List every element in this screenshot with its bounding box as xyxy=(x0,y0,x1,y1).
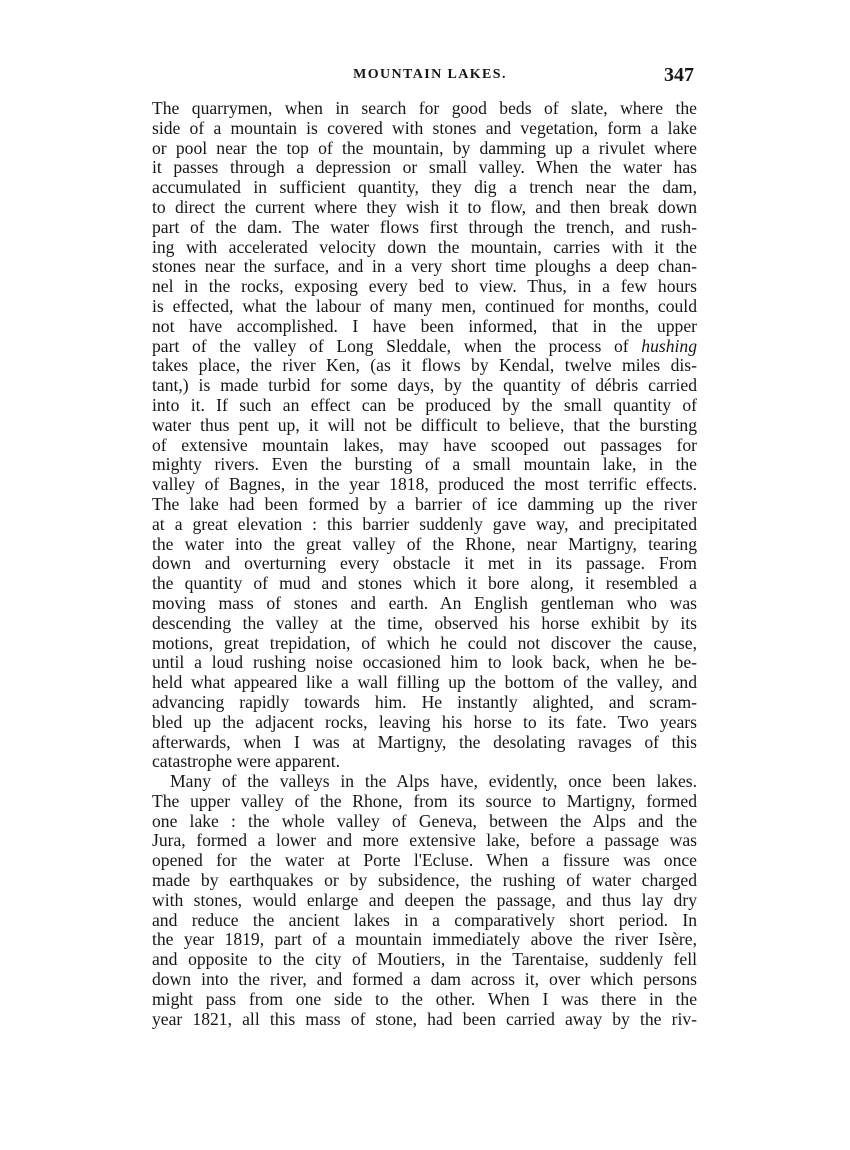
text-line: and opposite to the city of Moutiers, in the Tarentaise, suddenly fell xyxy=(152,949,697,970)
text-line: nel in the rocks, exposing every bed to view. Thus, in a few hours xyxy=(152,276,697,297)
running-header xyxy=(150,64,710,88)
text-line: accumulated in sufficient quantity, they dig a trench near the dam, xyxy=(152,177,697,198)
text-line: is effected, what the labour of many men, continued for months, could xyxy=(152,295,697,316)
text-line: until a loud rushing noise occasioned him to look back, when he be- xyxy=(152,652,697,673)
text-line: into it. If such an effect can be produced by the small quantity of xyxy=(152,394,697,415)
text-line: ing with accelerated velocity down the mountain, carries with it the xyxy=(152,236,697,257)
page-number: 347 xyxy=(664,64,694,86)
text-line: of extensive mountain lakes, may have scooped out passages for xyxy=(152,434,697,455)
text-line: down and overturning every obstacle it met in its passage. From xyxy=(152,553,697,574)
text-line: opened for the water at Porte l'Ecluse. When a fissure was once xyxy=(152,850,697,871)
text-line: one lake : the whole valley of Geneva, between the Alps and the xyxy=(152,810,697,831)
text-line: takes place, the river Ken, (as it flows by Kendal, twelve miles dis- xyxy=(152,355,697,376)
text-line: not have accomplished. I have been informed, that in the upper xyxy=(152,315,697,336)
text-line: stones near the surface, and in a very short time ploughs a deep chan- xyxy=(152,256,697,277)
text-line: The upper valley of the Rhone, from its source to Martigny, formed xyxy=(152,790,697,811)
text-line: The quarrymen, when in search for good beds of slate, where the xyxy=(152,98,697,118)
running-title: MOUNTAIN LAKES. xyxy=(353,67,507,82)
text-line: made by earthquakes or by subsidence, the rushing of water charged xyxy=(152,870,697,891)
text-line: side of a mountain is covered with stones and vegetation, form a lake xyxy=(152,117,697,138)
text-line: water thus pent up, it will not be difficult to believe, that the bursting xyxy=(152,414,697,435)
text-line: the quantity of mud and stones which it bore along, it resembled a xyxy=(152,573,697,594)
text-line: part of the valley of Long Sleddale, when the process of hushing xyxy=(152,335,697,356)
text-line: and reduce the ancient lakes in a comparatively short period. In xyxy=(152,909,697,930)
text-line: year 1821, all this mass of stone, had been carried away by the riv- xyxy=(152,1008,697,1029)
text-line: part of the dam. The water flows first through the trench, and rush- xyxy=(152,216,697,237)
text-line: descending the valley at the time, observed his horse exhibit by its xyxy=(152,612,697,633)
text-line: at a great elevation : this barrier suddenly gave way, and precipitated xyxy=(152,513,697,534)
body-text xyxy=(152,99,697,1029)
text-line: Jura, formed a lower and more extensive lake, before a passage was xyxy=(152,830,697,851)
text-line: down into the river, and formed a dam across it, over which persons xyxy=(152,969,697,990)
text-line: valley of Bagnes, in the year 1818, produced the most terrific effects. xyxy=(152,474,697,495)
text-line: Many of the valleys in the Alps have, evidently, once been lakes. xyxy=(170,771,697,792)
text-line: to direct the current where they wish it to flow, and then break down xyxy=(152,196,697,217)
text-line: advancing rapidly towards him. He instantly alighted, and scram- xyxy=(152,691,697,712)
text-line: with stones, would enlarge and deepen the passage, and thus lay dry xyxy=(152,889,697,910)
text-line: it passes through a depression or small valley. When the water has xyxy=(152,157,697,178)
text-line: the year 1819, part of a mountain immediately above the river Isère, xyxy=(152,929,697,950)
text-line: catastrophe were apparent. xyxy=(152,751,341,772)
text-line: held what appeared like a wall filling up the bottom of the valley, and xyxy=(152,672,697,693)
text-line: or pool near the top of the mountain, by damming up a rivulet where xyxy=(152,137,697,158)
text-line: mighty rivers. Even the bursting of a small mountain lake, in the xyxy=(152,454,697,475)
text-line: the water into the great valley of the Rhone, near Martigny, tearing xyxy=(152,533,697,554)
text-line: tant,) is made turbid for some days, by the quantity of débris carried xyxy=(152,375,697,396)
text-line: moving mass of stones and earth. An English gentleman who was xyxy=(152,592,697,613)
text-line: might pass from one side to the other. When I was there in the xyxy=(152,988,697,1009)
text-line: afterwards, when I was at Martigny, the desolating ravages of this xyxy=(152,731,697,752)
text-line: motions, great trepidation, of which he could not discover the cause, xyxy=(152,632,697,653)
text-line: The lake had been formed by a barrier of ice damming up the river xyxy=(152,493,697,514)
text-line: bled up the adjacent rocks, leaving his horse to its fate. Two years xyxy=(152,711,697,732)
